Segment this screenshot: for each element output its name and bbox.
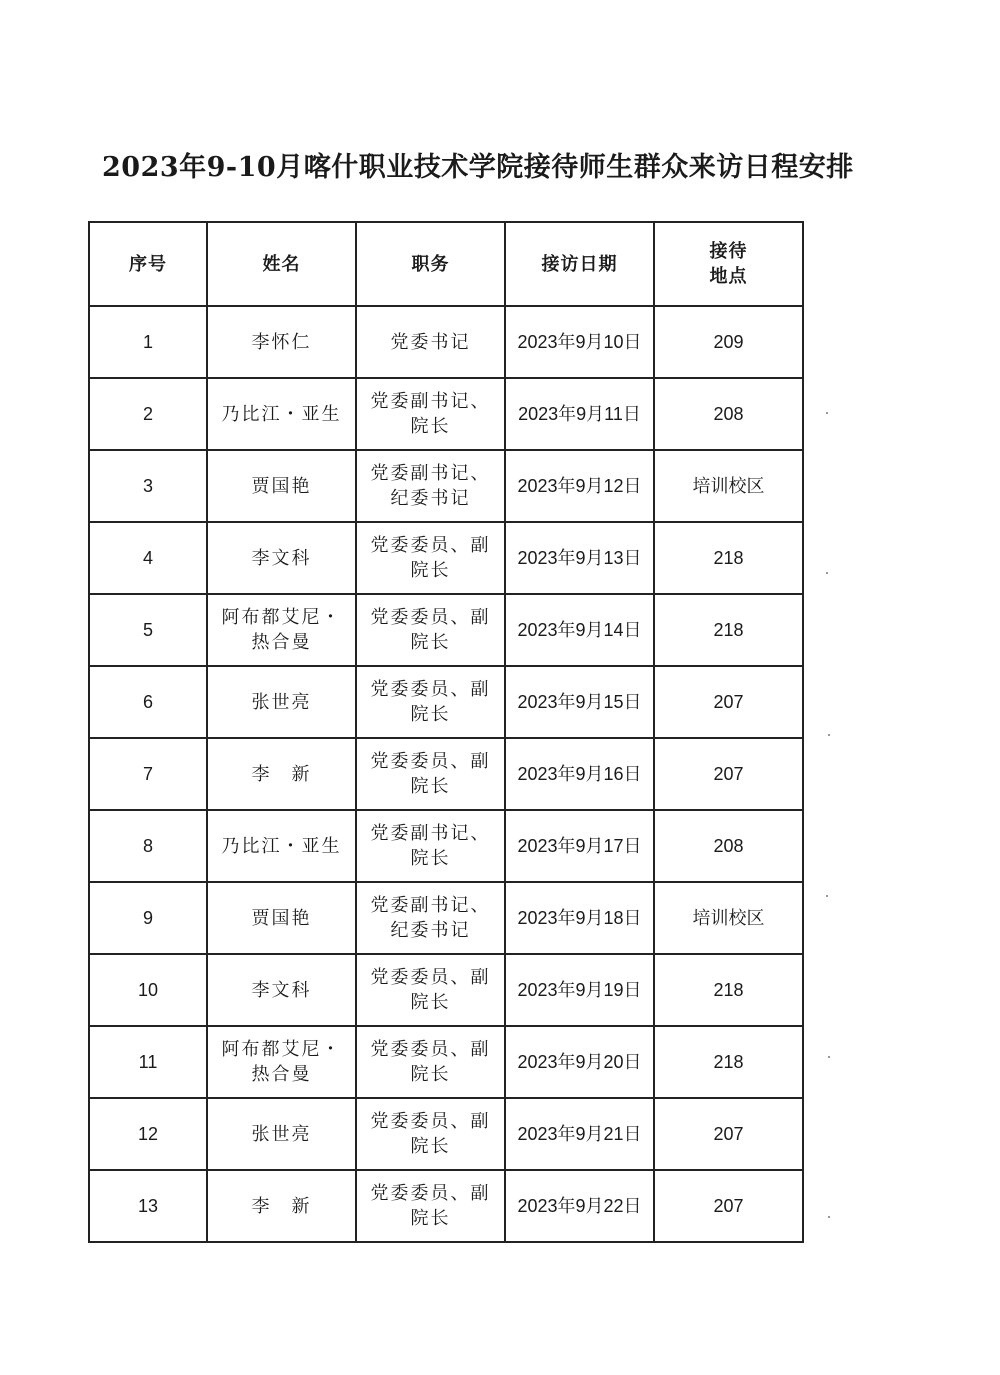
cell-position: 党委委员、副院长: [356, 1026, 505, 1098]
cell-number: 12: [89, 1098, 207, 1170]
cell-date: 2023年9月21日: [505, 1098, 654, 1170]
table-header-row: [89, 222, 803, 306]
cell-date: 2023年9月12日: [505, 450, 654, 522]
scan-speck: [826, 412, 828, 414]
cell-position: 党委委员、副院长: [356, 954, 505, 1026]
cell-place: 218: [654, 594, 803, 666]
cell-position: 党委委员、副院长: [356, 522, 505, 594]
cell-place: 培训校区: [654, 882, 803, 954]
header-place-line1: 接待: [709, 241, 748, 262]
cell-name: 阿布都艾尼・热合曼: [207, 1026, 356, 1098]
cell-position: 党委委员、副院长: [356, 1098, 505, 1170]
table-row: [89, 1098, 803, 1170]
scan-speck: [828, 1056, 830, 1058]
cell-number: 1: [89, 306, 207, 378]
scan-speck: [828, 1216, 830, 1218]
cell-place: 208: [654, 378, 803, 450]
cell-name: 李怀仁: [207, 306, 356, 378]
cell-place: 207: [654, 1170, 803, 1242]
cell-name: 贾国艳: [207, 882, 356, 954]
cell-name: 李 新: [207, 1170, 356, 1242]
cell-date: 2023年9月14日: [505, 594, 654, 666]
header-date: 接访日期: [505, 222, 654, 306]
header-place: [654, 222, 803, 306]
cell-place: 218: [654, 522, 803, 594]
table-row: [89, 306, 803, 378]
cell-number: 13: [89, 1170, 207, 1242]
cell-number: 6: [89, 666, 207, 738]
cell-position: 党委委员、副院长: [356, 594, 505, 666]
cell-place: 208: [654, 810, 803, 882]
cell-place: 209: [654, 306, 803, 378]
scan-speck: [828, 734, 830, 736]
cell-name: 乃比江・亚生: [207, 378, 356, 450]
cell-name: 李 新: [207, 738, 356, 810]
cell-position: 党委委员、副院长: [356, 666, 505, 738]
cell-number: 2: [89, 378, 207, 450]
cell-number: 3: [89, 450, 207, 522]
cell-place: 218: [654, 954, 803, 1026]
cell-name: 贾国艳: [207, 450, 356, 522]
cell-name: 张世亮: [207, 1098, 356, 1170]
header-position: 职务: [356, 222, 505, 306]
table-row: [89, 594, 803, 666]
header-name: 姓名: [207, 222, 356, 306]
table-row: [89, 954, 803, 1026]
cell-number: 11: [89, 1026, 207, 1098]
cell-position: 党委副书记、院长: [356, 810, 505, 882]
cell-date: 2023年9月10日: [505, 306, 654, 378]
cell-number: 7: [89, 738, 207, 810]
cell-date: 2023年9月15日: [505, 666, 654, 738]
cell-place: 培训校区: [654, 450, 803, 522]
cell-number: 4: [89, 522, 207, 594]
table-row: [89, 378, 803, 450]
cell-date: 2023年9月19日: [505, 954, 654, 1026]
page-title: 2023年9-10月喀什职业技术学院接待师生群众来访日程安排: [102, 152, 854, 183]
scan-speck: [826, 572, 828, 574]
cell-position: 党委副书记、院长: [356, 378, 505, 450]
cell-name: 李文科: [207, 522, 356, 594]
cell-place: 218: [654, 1026, 803, 1098]
cell-place: 207: [654, 666, 803, 738]
schedule-table: [88, 221, 804, 1243]
cell-date: 2023年9月22日: [505, 1170, 654, 1242]
table-row: [89, 810, 803, 882]
cell-place: 207: [654, 738, 803, 810]
header-place-line2: 地点: [709, 266, 748, 287]
cell-position: 党委委员、副院长: [356, 738, 505, 810]
cell-position: 党委书记: [356, 306, 505, 378]
cell-position: 党委副书记、纪委书记: [356, 882, 505, 954]
cell-date: 2023年9月17日: [505, 810, 654, 882]
cell-number: 9: [89, 882, 207, 954]
cell-name: 李文科: [207, 954, 356, 1026]
cell-date: 2023年9月11日: [505, 378, 654, 450]
header-number: 序号: [89, 222, 207, 306]
cell-number: 10: [89, 954, 207, 1026]
table-row: [89, 522, 803, 594]
table-row: [89, 666, 803, 738]
cell-name: 阿布都艾尼・热合曼: [207, 594, 356, 666]
cell-date: 2023年9月13日: [505, 522, 654, 594]
cell-date: 2023年9月16日: [505, 738, 654, 810]
cell-position: 党委委员、副院长: [356, 1170, 505, 1242]
table-row: [89, 882, 803, 954]
cell-name: 张世亮: [207, 666, 356, 738]
table-row: [89, 1026, 803, 1098]
table-row: [89, 1170, 803, 1242]
table-row: [89, 450, 803, 522]
scan-speck: [826, 895, 828, 897]
cell-date: 2023年9月18日: [505, 882, 654, 954]
table-row: [89, 738, 803, 810]
cell-number: 5: [89, 594, 207, 666]
cell-name: 乃比江・亚生: [207, 810, 356, 882]
cell-date: 2023年9月20日: [505, 1026, 654, 1098]
cell-place: 207: [654, 1098, 803, 1170]
cell-position: 党委副书记、纪委书记: [356, 450, 505, 522]
cell-number: 8: [89, 810, 207, 882]
